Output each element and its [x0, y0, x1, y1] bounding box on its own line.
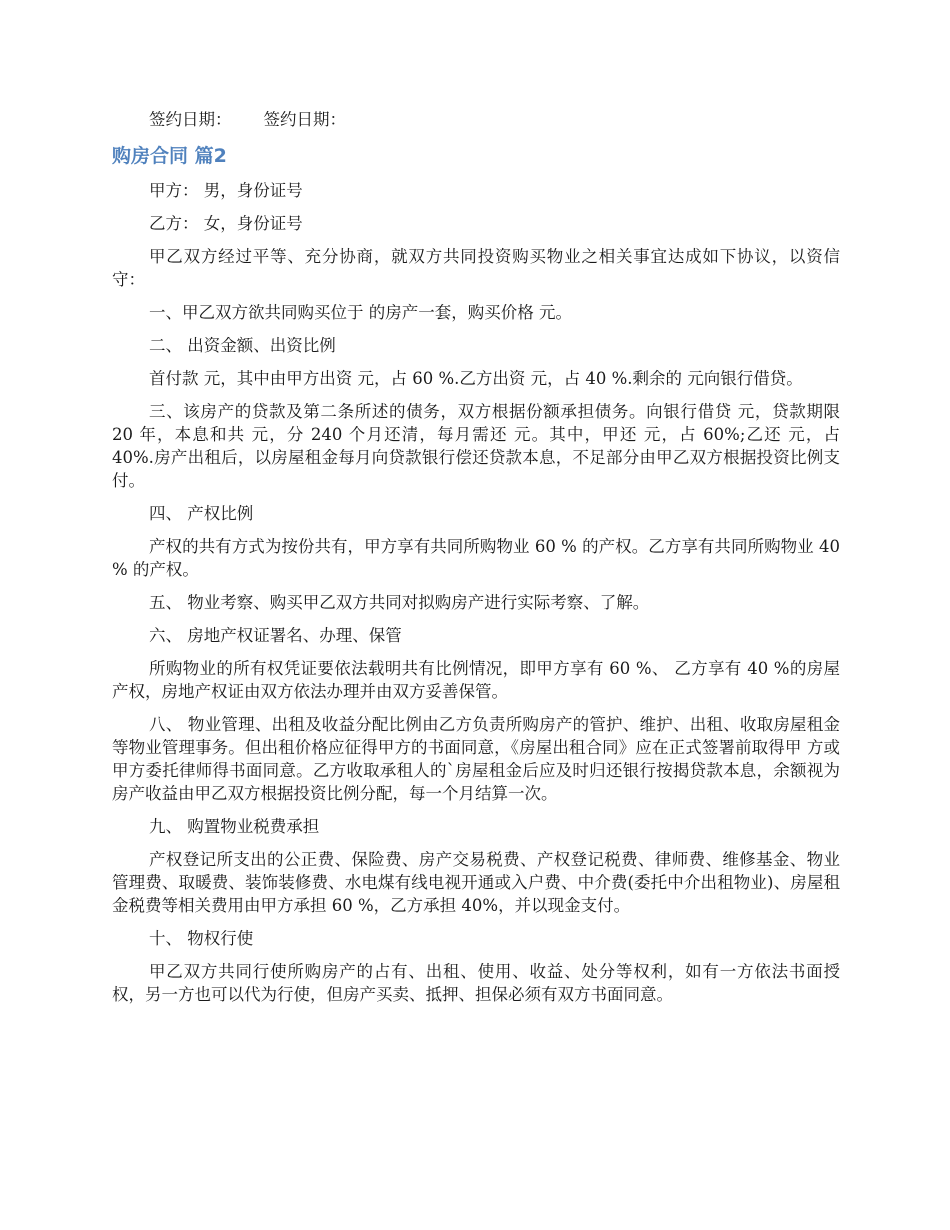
clause-9-body: 产权登记所支出的公正费、保险费、房产交易税费、产权登记税费、律师费、维修基金、物业管理费、取暖费、装饰装修费、水电煤有线电视开通或入户费、中介费(委托中介出租物业)、房屋租金税费等相关费用由甲方承担 60 %，乙方承担 40%，并以现金支付。 — [112, 850, 840, 915]
party-b-line: 乙方： 女，身份证号 — [149, 214, 303, 233]
party-a-line: 甲方： 男，身份证号 — [149, 181, 303, 200]
preamble-paragraph: 甲乙双方经过平等、充分协商，就双方共同投资购买物业之相关事宜达成如下协议，以资信守： — [112, 247, 840, 289]
clause-2-heading: 二、 出资金额、出资比例 — [149, 336, 336, 355]
clause-8-paragraph: 八、 物业管理、出租及收益分配比例由乙方负责所购房产的管护、维护、出租、收取房屋租金等物业管理事务。但出租价格应征得甲方的书面同意，《房屋出租合同》应在正式签署前取得甲 方或甲方委托律师得书面同意。乙方收取承租人的`房屋租金后应及时归还银行按揭贷款本息，余额视为房产收益由甲乙双方根据投资比例分配，每一个月结算一次。 — [112, 715, 840, 803]
signature-line — [112, 108, 840, 131]
clause-4-heading: 四、 产权比例 — [149, 504, 254, 523]
clause-3-paragraph: 三、该房产的贷款及第二条所述的债务，双方根据份额承担债务。向银行借贷 元，贷款期限 20 年，本息和共 元，分 240 个月还清，每月需还 元。其中，甲还 元，占 60%;乙还 元，占 40%.房产出租后，以房屋租金每月向贷款银行偿还贷款本息，不足部分由甲乙双方根据投资比例支付。 — [112, 402, 840, 490]
clause-1-paragraph: 一、甲乙双方欲共同购买位于 的房产一套，购买价格 元。 — [149, 303, 572, 322]
clause-6-heading: 六、 房地产权证署名、办理、保管 — [149, 626, 402, 645]
section-heading: 购房合同 篇2 — [112, 145, 227, 167]
signature-date-label-1: 签约日期： — [149, 110, 232, 129]
clause-9-heading: 九、 购置物业税费承担 — [149, 817, 320, 836]
clause-4-body: 产权的共有方式为按份共有，甲方享有共同所购物业 60 % 的产权。乙方享有共同所购物业 40 % 的产权。 — [112, 537, 840, 579]
clause-6-body: 所购物业的所有权凭证要依法载明共有比例情况，即甲方享有 60 %、 乙方享有 40 %的房屋产权，房地产权证由双方依法办理并由双方妥善保管。 — [112, 659, 840, 701]
document-page — [112, 108, 840, 1016]
clause-10-body: 甲乙双方共同行使所购房产的占有、出租、使用、收益、处分等权利，如有一方依法书面授权，另一方也可以代为行使，但房产买卖、抵押、担保必须有双方书面同意。 — [112, 962, 840, 1004]
clause-5-paragraph: 五、 物业考察、购买甲乙双方共同对拟购房产进行实际考察、了解。 — [149, 593, 650, 612]
signature-date-label-2: 签约日期： — [263, 110, 346, 129]
clause-2-body: 首付款 元，其中由甲方出资 元，占 60 %.乙方出资 元，占 40 %.剩余的 元向银行借贷。 — [149, 369, 803, 388]
clause-10-heading: 十、 物权行使 — [149, 929, 254, 948]
